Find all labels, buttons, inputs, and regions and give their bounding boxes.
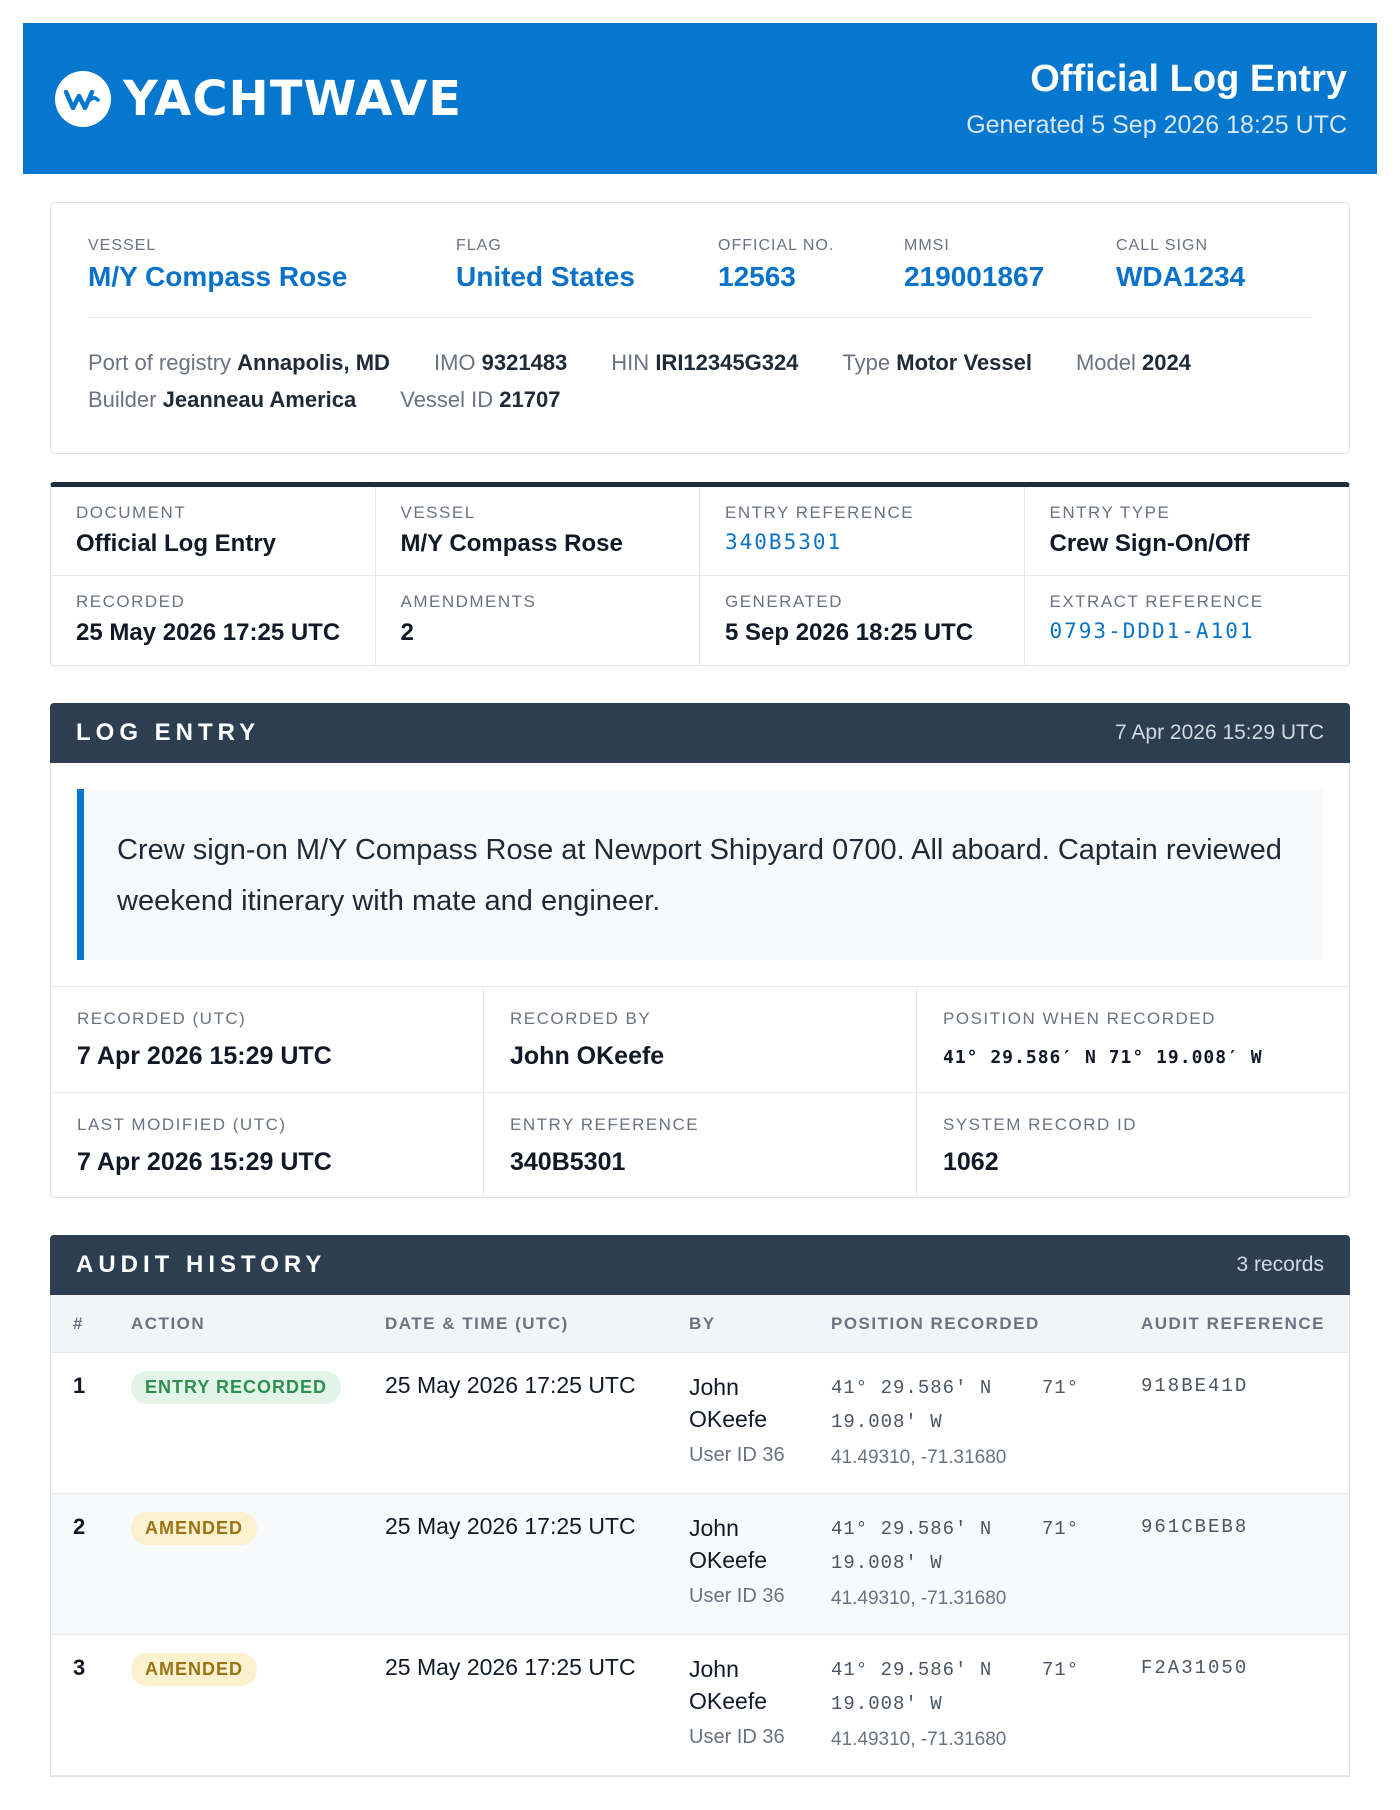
flag-value: United States xyxy=(456,261,635,292)
user-id: User ID 36 xyxy=(689,1726,785,1748)
entry-type-cell xyxy=(1025,487,1350,576)
cell-value: John OKeefe xyxy=(510,1042,665,1070)
audit-table xyxy=(50,1295,1350,1777)
field-label: MMSI xyxy=(904,237,950,254)
column-header: POSITION RECORDED xyxy=(831,1313,1040,1333)
vessel-card xyxy=(50,202,1350,454)
vessel-type: Type Motor Vessel xyxy=(842,350,1032,375)
position-decimal: 41.49310, -71.31680 xyxy=(831,1729,1007,1750)
user-id: User ID 36 xyxy=(689,1444,785,1466)
document-cell xyxy=(51,487,376,576)
generated-cell xyxy=(700,576,1025,665)
cell-value: Official Log Entry xyxy=(76,530,277,557)
audit-history-header xyxy=(50,1235,1350,1295)
audit-reference: 961CBEB8 xyxy=(1141,1516,1249,1538)
position-value: 41° 29.586′ N 71° 19.008′ W xyxy=(943,1047,1263,1068)
cell-label: ENTRY REFERENCE xyxy=(725,503,915,522)
cell-label: LAST MODIFIED (UTC) xyxy=(77,1115,287,1134)
recorded-utc-cell xyxy=(51,987,484,1093)
cell-label: RECORDED (UTC) xyxy=(77,1009,247,1028)
generated-timestamp: Generated 5 Sep 2026 18:25 UTC xyxy=(966,110,1347,139)
cell-label: SYSTEM RECORD ID xyxy=(943,1115,1138,1134)
cell-value: 2 xyxy=(400,619,414,646)
cell-label: RECORDED BY xyxy=(510,1009,652,1028)
position-decimal: 41.49310, -71.31680 xyxy=(831,1588,1007,1609)
cell-value: M/Y Compass Rose xyxy=(400,530,623,557)
brand-name: YACHTWAVE xyxy=(123,70,463,127)
entry-reference-cell xyxy=(700,487,1025,576)
log-timestamp: 7 Apr 2026 15:29 UTC xyxy=(1115,721,1324,744)
extract-reference-value: 0793-DDD1-A101 xyxy=(1049,619,1255,643)
system-record-id-cell xyxy=(917,1093,1349,1197)
cell-label: AMENDMENTS xyxy=(400,592,537,611)
row-position: 41° 29.586′ N 71° 19.008′ W 41.49310, -71.31680 xyxy=(809,1653,1119,1775)
log-entry-section xyxy=(50,703,1350,1198)
user-id: User ID 36 xyxy=(689,1585,785,1607)
cell-value: 7 Apr 2026 15:29 UTC xyxy=(77,1042,332,1070)
recorded-cell xyxy=(51,576,376,665)
cell-label: ENTRY REFERENCE xyxy=(510,1115,700,1134)
call-sign-field xyxy=(1116,237,1245,293)
flag-field xyxy=(456,237,718,293)
table-row xyxy=(51,1353,1349,1494)
field-label: FLAG xyxy=(456,237,502,254)
column-header: ACTION xyxy=(131,1313,206,1333)
vessel-cell xyxy=(376,487,701,576)
vessel-name-field xyxy=(88,237,456,293)
official-no-value: 12563 xyxy=(718,261,796,292)
table-row xyxy=(51,1494,1349,1635)
entry-reference-cell xyxy=(484,1093,917,1197)
cell-label: RECORDED xyxy=(76,592,186,611)
extract-reference-cell xyxy=(1025,576,1350,665)
entry-reference-value: 340B5301 xyxy=(725,530,843,554)
record-count: 3 records xyxy=(1236,1253,1324,1276)
field-label: CALL SIGN xyxy=(1116,237,1208,254)
cell-label: VESSEL xyxy=(400,503,476,522)
cell-value: Crew Sign-On/Off xyxy=(1049,530,1250,557)
page-title: Official Log Entry xyxy=(1030,57,1347,100)
cell-value: 7 Apr 2026 15:29 UTC xyxy=(77,1148,332,1176)
cell-value: 1062 xyxy=(943,1148,999,1176)
row-position: 41° 29.586′ N 71° 19.008′ W 41.49310, -71.31680 xyxy=(809,1512,1119,1634)
position-cell xyxy=(917,987,1349,1093)
row-datetime: 25 May 2026 17:25 UTC xyxy=(385,1372,636,1398)
cell-label: GENERATED xyxy=(725,592,844,611)
audit-history-section xyxy=(50,1235,1350,1777)
builder: Builder Jeanneau America xyxy=(88,387,357,412)
row-user: John OKeefe User ID 36 xyxy=(667,1512,809,1634)
log-entry-body xyxy=(50,763,1350,1198)
row-number: 1 xyxy=(73,1373,86,1398)
amendments-cell xyxy=(376,576,701,665)
row-position: 41° 29.586′ N 71° 19.008′ W 41.49310, -71.31680 xyxy=(809,1371,1119,1493)
vessel-model: Model 2024 xyxy=(1075,350,1191,375)
action-badge: ENTRY RECORDED xyxy=(131,1371,341,1404)
row-number: 3 xyxy=(73,1655,86,1680)
action-badge: AMENDED xyxy=(131,1512,257,1545)
cell-value: 25 May 2026 17:25 UTC xyxy=(76,619,341,646)
position-decimal: 41.49310, -71.31680 xyxy=(831,1447,1007,1468)
hin-number: HIN IRI12345G324 xyxy=(611,350,799,375)
field-label: VESSEL xyxy=(88,237,157,254)
log-entry-text: Crew sign-on M/Y Compass Rose at Newport Shipyard 0700. All aboard. Captain reviewed weekend itinerary with mate and engineer. xyxy=(77,789,1323,960)
section-title: AUDIT HISTORY xyxy=(76,1251,327,1278)
cell-label: DOCUMENT xyxy=(76,503,187,522)
mmsi-field xyxy=(904,237,1116,293)
column-header: BY xyxy=(689,1313,716,1333)
column-header: # xyxy=(73,1313,84,1333)
recorded-by-cell xyxy=(484,987,917,1093)
cell-value: 340B5301 xyxy=(510,1148,626,1176)
column-header: DATE & TIME (UTC) xyxy=(385,1313,569,1333)
column-header: AUDIT REFERENCE xyxy=(1141,1313,1326,1333)
page-header xyxy=(23,23,1377,174)
field-label: OFFICIAL NO. xyxy=(718,237,835,254)
header-info xyxy=(966,58,1347,140)
cell-value: 5 Sep 2026 18:25 UTC xyxy=(725,619,974,646)
official-no-field xyxy=(718,237,904,293)
table-row xyxy=(51,1635,1349,1776)
last-modified-cell xyxy=(51,1093,484,1197)
vessel-meta xyxy=(88,318,1312,418)
vessel-name: M/Y Compass Rose xyxy=(88,261,348,292)
log-entry-header xyxy=(50,703,1350,763)
section-title: LOG ENTRY xyxy=(76,719,261,746)
row-user: John OKeefe User ID 36 xyxy=(667,1653,809,1775)
row-user: John OKeefe User ID 36 xyxy=(667,1371,809,1493)
wave-logo-icon xyxy=(55,71,111,127)
port-of-registry: Port of registry Annapolis, MD xyxy=(88,350,390,375)
document-summary-grid xyxy=(50,482,1350,666)
table-header xyxy=(51,1295,1349,1353)
row-datetime: 25 May 2026 17:25 UTC xyxy=(385,1654,636,1680)
call-sign-value: WDA1234 xyxy=(1116,261,1246,292)
action-badge: AMENDED xyxy=(131,1653,257,1686)
cell-label: ENTRY TYPE xyxy=(1049,503,1171,522)
log-details-grid xyxy=(51,987,1349,1197)
audit-reference: 918BE41D xyxy=(1141,1375,1249,1397)
row-number: 2 xyxy=(73,1514,86,1539)
cell-label: EXTRACT REFERENCE xyxy=(1049,592,1264,611)
vessel-id: Vessel ID 21707 xyxy=(400,387,561,412)
mmsi-value: 219001867 xyxy=(904,261,1045,292)
audit-reference: F2A31050 xyxy=(1141,1657,1249,1679)
imo-number: IMO 9321483 xyxy=(433,350,568,375)
brand xyxy=(55,71,462,127)
row-datetime: 25 May 2026 17:25 UTC xyxy=(385,1513,636,1539)
cell-label: POSITION WHEN RECORDED xyxy=(943,1009,1216,1028)
vessel-primary-fields xyxy=(88,237,1312,318)
